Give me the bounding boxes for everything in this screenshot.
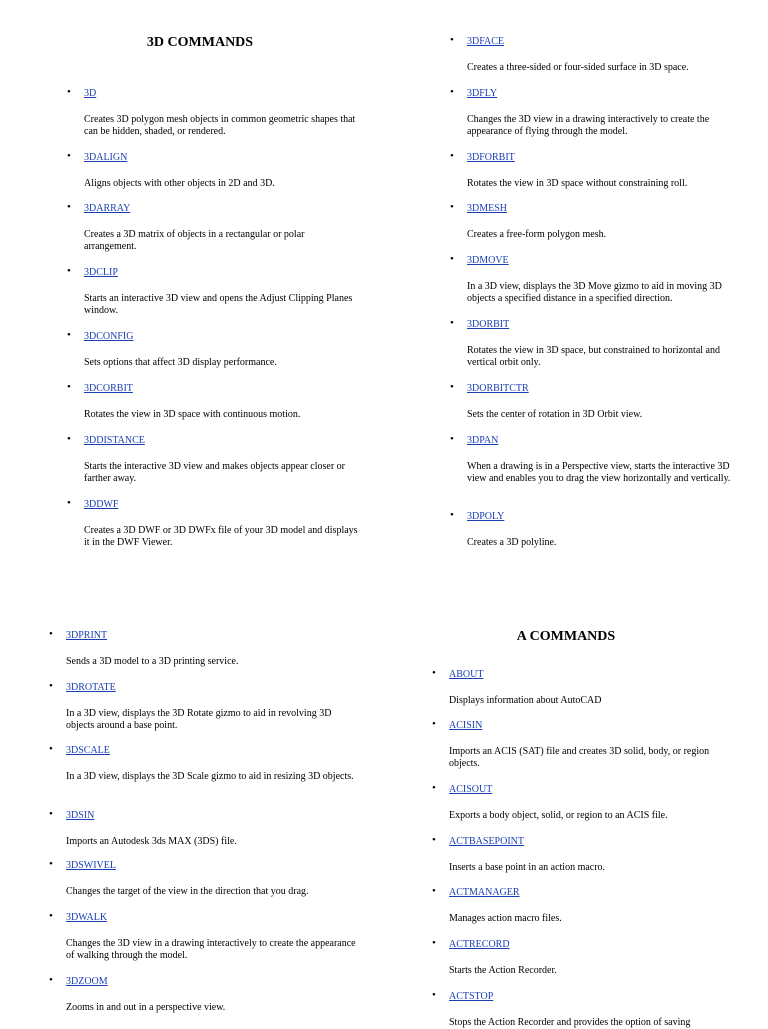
command-description: Creates a 3D matrix of objects in a rectangular or polar arrangement.: [84, 229, 305, 252]
command-link-3dforbit[interactable]: 3DFORBIT: [467, 152, 515, 163]
bullet-icon: •: [450, 253, 454, 265]
bullet-icon: •: [450, 86, 454, 98]
bullet-icon: •: [450, 433, 454, 445]
command-entry: [49, 808, 356, 848]
command-description: Creates a 3D polyline.: [467, 537, 557, 548]
command-link-3dzoom[interactable]: 3DZOOM: [66, 976, 108, 987]
command-link-3darray[interactable]: 3DARRAY: [84, 203, 131, 214]
command-description: Starts the Action Recorder.: [449, 965, 557, 976]
command-entry: [432, 937, 729, 977]
bullet-icon: •: [432, 667, 436, 679]
command-link-3dalign[interactable]: 3DALIGN: [84, 152, 128, 163]
command-entry: [432, 834, 729, 874]
command-link-actmanager[interactable]: ACTMANAGER: [449, 887, 520, 898]
command-entry: [432, 667, 729, 707]
command-entry: [450, 433, 747, 485]
command-description: Creates a three-sided or four-sided surface in 3D space.: [467, 62, 689, 73]
command-entry: [432, 989, 729, 1029]
bullet-icon: •: [67, 265, 71, 277]
command-link-3dface[interactable]: 3DFACE: [467, 36, 505, 47]
command-description: Manages action macro files.: [449, 913, 562, 924]
command-entry: [49, 974, 356, 1014]
command-description: When a drawing is in a Perspective view, starts the interactive 3D view and enables you to drag the view horizontally and vertically.: [467, 461, 731, 484]
command-description: Changes the 3D view in a drawing interactively to create the appearance of walking through the model.: [66, 938, 356, 961]
command-link-3dpoly[interactable]: 3DPOLY: [467, 511, 505, 522]
command-description: Creates 3D polygon mesh objects in common geometric shapes that can be hidden, shaded, or rendered.: [84, 114, 356, 137]
bullet-icon: •: [67, 433, 71, 445]
bullet-icon: •: [432, 937, 436, 949]
command-entry: [450, 509, 747, 549]
command-entry: [67, 150, 359, 190]
command-description: Starts an interactive 3D view and opens the Adjust Clipping Planes window.: [84, 293, 353, 316]
command-link-3dclip[interactable]: 3DCLIP: [84, 267, 118, 278]
command-entry: [450, 201, 747, 241]
bullet-icon: •: [67, 329, 71, 341]
command-entry: [450, 34, 747, 74]
command-description: In a 3D view, displays the 3D Scale gizmo to aid in resizing 3D objects.: [66, 771, 354, 782]
command-entry: [49, 628, 356, 668]
command-link-3dorbitctr[interactable]: 3DORBITCTR: [467, 383, 529, 394]
bullet-icon: •: [432, 885, 436, 897]
command-link-3d[interactable]: 3D: [84, 88, 97, 99]
bullet-icon: •: [49, 808, 53, 820]
command-description: Sets the center of rotation in 3D Orbit view.: [467, 409, 643, 420]
command-description: Sends a 3D model to a 3D printing service.: [66, 656, 239, 667]
command-link-3dscale[interactable]: 3DSCALE: [66, 745, 110, 756]
command-entry: [450, 86, 747, 138]
bullet-icon: •: [432, 718, 436, 730]
bullet-icon: •: [67, 150, 71, 162]
command-link-3dmesh[interactable]: 3DMESH: [467, 203, 508, 214]
command-link-3dmove[interactable]: 3DMOVE: [467, 255, 509, 266]
command-entry: [432, 718, 729, 770]
command-entry: [450, 381, 747, 421]
command-link-3dpan[interactable]: 3DPAN: [467, 435, 499, 446]
command-entry: [450, 317, 747, 369]
bullet-icon: •: [67, 86, 71, 98]
bullet-icon: •: [49, 910, 53, 922]
command-entry: [49, 858, 356, 898]
command-entry: [432, 782, 729, 822]
bullet-icon: •: [450, 201, 454, 213]
bullet-icon: •: [49, 858, 53, 870]
command-description: Stops the Action Recorder and provides the option of saving: [449, 1017, 691, 1028]
command-entry: [67, 381, 359, 421]
bullet-icon: •: [450, 34, 454, 46]
bullet-icon: •: [450, 509, 454, 521]
bullet-icon: •: [67, 381, 71, 393]
command-description: Inserts a base point in an action macro.: [449, 862, 606, 873]
bullet-icon: •: [432, 782, 436, 794]
command-entry: [432, 885, 729, 925]
command-entry: [67, 86, 359, 138]
command-link-3dcorbit[interactable]: 3DCORBIT: [84, 383, 133, 394]
section-title-a-commands: A COMMANDS: [516, 629, 616, 644]
command-link-3dconfig[interactable]: 3DCONFIG: [84, 331, 134, 342]
command-link-actrecord[interactable]: ACTRECORD: [449, 939, 510, 950]
command-description: Creates a 3D DWF or 3D DWFx file of your 3D model and displays it in the DWF Viewer.: [84, 525, 358, 548]
command-link-about[interactable]: ABOUT: [449, 669, 484, 680]
bullet-icon: •: [450, 150, 454, 162]
command-description: Creates a free-form polygon mesh.: [467, 229, 607, 240]
bullet-icon: •: [49, 743, 53, 755]
bullet-icon: •: [49, 974, 53, 986]
bullet-icon: •: [49, 680, 53, 692]
command-description: Rotates the view in 3D space, but constrained to horizontal and vertical orbit only.: [467, 345, 720, 368]
command-description: Rotates the view in 3D space with continuous motion.: [84, 409, 301, 420]
command-link-3ddistance[interactable]: 3DDISTANCE: [84, 435, 145, 446]
command-description: Exports a body object, solid, or region to an ACIS file.: [449, 810, 668, 821]
command-link-actstop[interactable]: ACTSTOP: [449, 991, 494, 1002]
command-description: Imports an Autodesk 3ds MAX (3DS) file.: [66, 836, 237, 847]
bullet-icon: •: [67, 201, 71, 213]
command-entry: [67, 329, 359, 369]
command-description: Sets options that affect 3D display performance.: [84, 357, 277, 368]
command-link-3dwalk[interactable]: 3DWALK: [66, 912, 108, 923]
bullet-icon: •: [49, 628, 53, 640]
command-link-3drotate[interactable]: 3DROTATE: [66, 682, 116, 693]
command-link-3dfly[interactable]: 3DFLY: [467, 88, 498, 99]
bullet-icon: •: [432, 834, 436, 846]
command-description: Starts the interactive 3D view and makes objects appear closer or farther away.: [84, 461, 346, 484]
bullet-icon: •: [432, 989, 436, 1001]
command-link-3dsin[interactable]: 3DSIN: [66, 810, 95, 821]
command-description: Displays information about AutoCAD: [449, 695, 602, 706]
command-link-3dorbit[interactable]: 3DORBIT: [467, 319, 510, 330]
command-entry: [67, 265, 359, 317]
command-link-acisout[interactable]: ACISOUT: [449, 784, 493, 795]
command-link-3dswivel[interactable]: 3DSWIVEL: [66, 860, 116, 871]
command-entry: [49, 910, 356, 962]
command-entry: [49, 743, 356, 783]
command-entry: [450, 253, 747, 305]
command-description: Rotates the view in 3D space without constraining roll.: [467, 178, 688, 189]
command-description: In a 3D view, displays the 3D Move gizmo to aid in moving 3D objects a specified distance in a specified direction.: [467, 281, 722, 304]
bullet-icon: •: [67, 497, 71, 509]
command-description: Changes the target of the view in the direction that you drag.: [66, 886, 309, 897]
command-description: Imports an ACIS (SAT) file and creates 3D solid, body, or region objects.: [449, 746, 710, 769]
command-entry: [450, 150, 747, 190]
command-entry: [67, 201, 359, 253]
bullet-icon: •: [450, 381, 454, 393]
command-description: Zooms in and out in a perspective view.: [66, 1002, 226, 1013]
command-entry: [67, 433, 359, 485]
bullet-icon: •: [450, 317, 454, 329]
command-description: In a 3D view, displays the 3D Rotate gizmo to aid in revolving 3D objects around a base point.: [66, 708, 332, 731]
command-link-actbasepoint[interactable]: ACTBASEPOINT: [449, 836, 525, 847]
command-link-3ddwf[interactable]: 3DDWF: [84, 499, 119, 510]
command-link-3dprint[interactable]: 3DPRINT: [66, 630, 108, 641]
command-entry: [49, 680, 356, 732]
command-link-acisin[interactable]: ACISIN: [449, 720, 483, 731]
section-title-3d-commands: 3D COMMANDS: [146, 35, 254, 50]
command-description: Aligns objects with other objects in 2D and 3D.: [84, 178, 275, 189]
command-entry: [67, 497, 359, 549]
command-description: Changes the 3D view in a drawing interactively to create the appearance of flying through the model.: [467, 114, 710, 137]
